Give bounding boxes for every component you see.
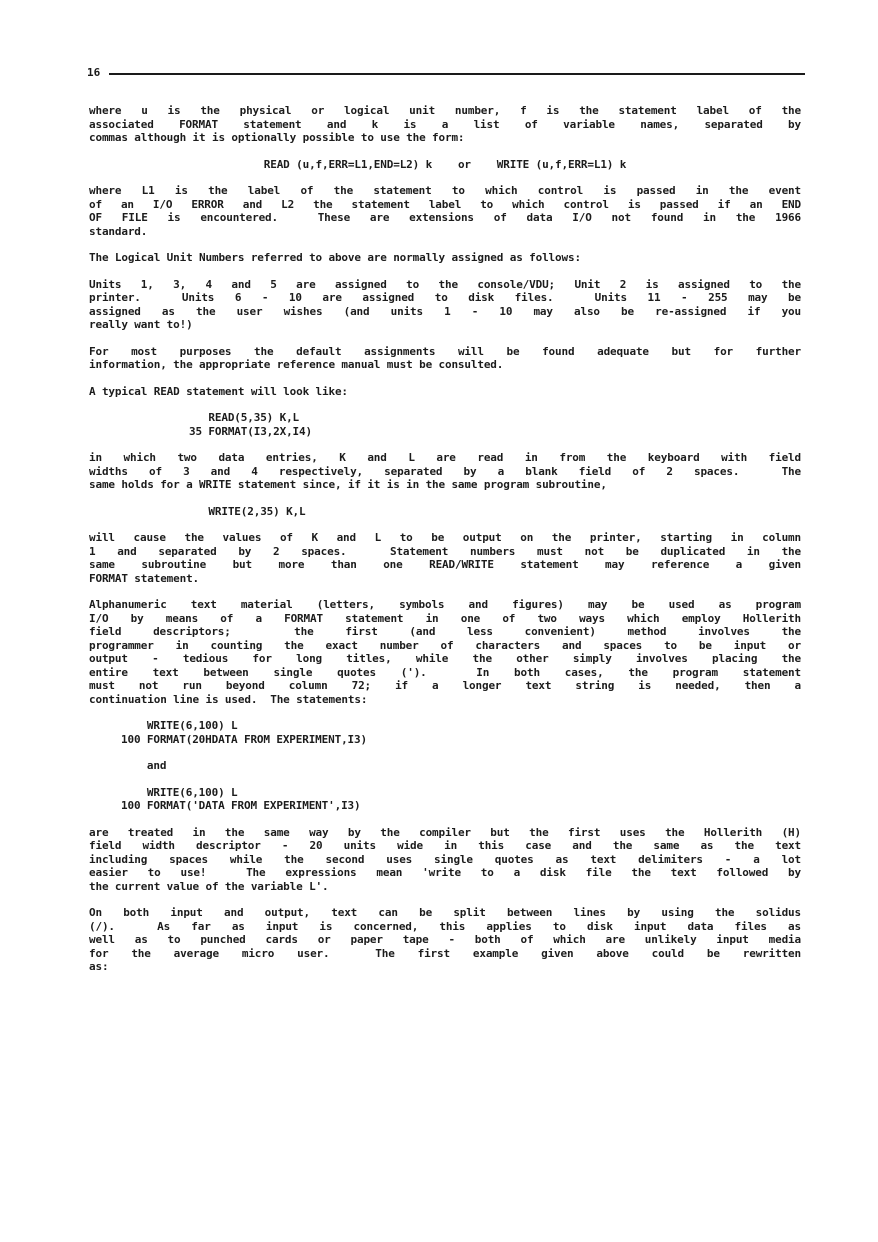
text-line: of an I/O ERROR and L2 the statement label to which control is passed if an END — [89, 197, 801, 211]
text-line: For most purposes the default assignments will be found adequate but for further — [89, 344, 801, 358]
page-body — [89, 104, 801, 987]
code-line: 35 FORMAT(I3,2X,I4) — [189, 424, 312, 438]
page-number: 16 — [87, 66, 101, 79]
text-line: field width descriptor - 20 units wide in this case and the same as the text — [89, 839, 801, 852]
text-line: (/). As far as input is concerned, this applies to disk input data files as — [89, 919, 801, 933]
paragraph — [89, 598, 801, 706]
code-line: and — [121, 759, 167, 772]
text-line: the current value of the variable L'. — [89, 879, 329, 893]
text-line: widths of 3 and 4 respectively, separated by a blank field of 2 spaces. The — [89, 464, 801, 478]
text-line: standard. — [89, 224, 148, 238]
code-example — [89, 505, 801, 519]
text-line: must not run beyond column 72; if a longer text string is needed, then a — [89, 679, 801, 692]
code-line: WRITE(6,100) L — [121, 719, 238, 732]
text-line: information, the appropriate reference manual must be consulted. — [89, 358, 504, 371]
text-line: really want to!) — [89, 318, 193, 331]
text-line: including spaces while the second uses single quotes as text delimiters - a lot — [89, 852, 801, 866]
text-line: programmer in counting the exact number of characters and spaces to be input or — [89, 638, 801, 652]
text-line: are treated in the same way by the compiler but the first uses the Hollerith (H) — [89, 825, 801, 839]
code-example — [89, 786, 801, 813]
text-line: output - tedious for long titles, while the other simply involves placing the — [89, 652, 801, 665]
paragraph — [89, 345, 801, 372]
paragraph — [89, 531, 801, 585]
text-line: easier to use! The expressions mean 'write to a disk file the text followed by — [89, 866, 801, 879]
paragraph — [89, 104, 801, 145]
text-line: A typical READ statement will look like: — [89, 384, 348, 398]
text-line: in which two data entries, K and L are read in from the keyboard with field — [89, 451, 801, 464]
text-line: associated FORMAT statement and k is a list of variable names, separated by — [89, 117, 801, 131]
text-line: same subroutine but more than one READ/WRITE statement may reference a given — [89, 558, 801, 571]
header-rule — [109, 73, 805, 75]
text-line: assigned as the user wishes (and units 1 - 10 may also be re-assigned if you — [89, 304, 801, 318]
text-line: where u is the physical or logical unit number, f is the statement label of the — [89, 104, 801, 117]
code-example — [89, 759, 801, 773]
code-line: 100 FORMAT(20HDATA FROM EXPERIMENT,I3) — [121, 732, 367, 746]
code-line: READ (u,f,ERR=L1,END=L2) k or WRITE (u,f,ERR=L1) k — [263, 157, 627, 171]
code-line: WRITE(6,100) L — [121, 785, 238, 799]
text-line: Units 1, 3, 4 and 5 are assigned to the console/VDU; Unit 2 is assigned to the — [89, 277, 801, 291]
text-line: as: — [89, 960, 109, 973]
text-line: On both input and output, text can be split between lines by using the solidus — [89, 906, 801, 919]
text-line: FORMAT statement. — [89, 571, 200, 585]
text-line: The Logical Unit Numbers referred to above are normally assigned as follows: — [89, 251, 581, 264]
text-line: I/O by means of a FORMAT statement in one of two ways which employ Hollerith — [89, 611, 801, 625]
code-line: READ(5,35) K,L — [189, 411, 300, 424]
code-example — [89, 411, 801, 438]
paragraph — [89, 451, 801, 492]
text-line: where L1 is the label of the statement to which control is passed in the event — [89, 184, 801, 197]
syntax-example — [89, 158, 801, 172]
text-line: same holds for a WRITE statement since, if it is in the same program subroutine, — [89, 478, 607, 491]
text-line: for the average micro user. The first example given above could be rewritten — [89, 946, 801, 960]
paragraph — [89, 826, 801, 894]
paragraph — [89, 906, 801, 974]
paragraph — [89, 278, 801, 332]
text-line: well as to punched cards or paper tape - both of which are unlikely input media — [89, 933, 801, 946]
text-line: printer. Units 6 - 10 are assigned to disk files. Units 11 - 255 may be — [89, 291, 801, 304]
paragraph — [89, 251, 801, 265]
paragraph — [89, 385, 801, 399]
text-line: commas although it is optionally possible to use the form: — [89, 131, 465, 144]
code-example — [89, 719, 801, 746]
page-header — [87, 66, 805, 82]
code-line: 100 FORMAT('DATA FROM EXPERIMENT',I3) — [121, 799, 361, 812]
text-line: continuation line is used. The statements: — [89, 692, 368, 706]
text-line: OF FILE is encountered. These are extensions of data I/O not found in the 1966 — [89, 211, 801, 224]
code-line: WRITE(2,35) K,L — [189, 504, 306, 518]
text-line: 1 and separated by 2 spaces. Statement numbers must not be duplicated in the — [89, 544, 801, 558]
text-line: entire text between single quotes ('). In both cases, the program statement — [89, 665, 801, 679]
paragraph — [89, 184, 801, 238]
text-line: will cause the values of K and L to be output on the printer, starting in column — [89, 531, 801, 544]
text-line: field descriptors; the first (and less convenient) method involves the — [89, 625, 801, 638]
text-line: Alphanumeric text material (letters, symbols and figures) may be used as program — [89, 598, 801, 611]
